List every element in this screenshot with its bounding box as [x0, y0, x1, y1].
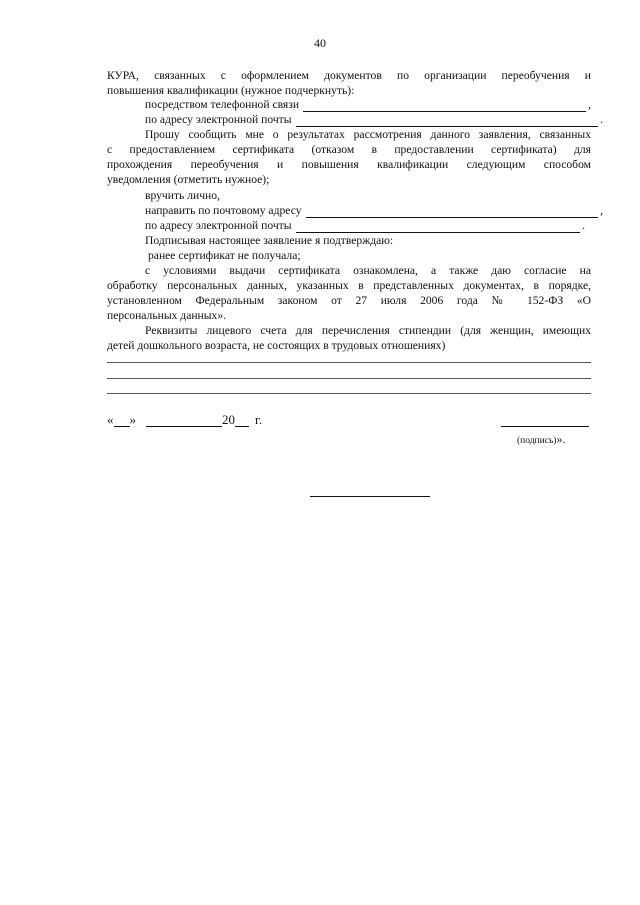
date-open-quote: «: [107, 412, 114, 427]
phone-contact-label: посредством телефонной связи: [145, 98, 300, 111]
paragraph-1-line-1: КУРА, связанных с оформлением документов по организации переобучения и: [107, 69, 591, 82]
notify-in-person-option[interactable]: вручить лично,: [145, 189, 220, 202]
notify-email-line-end: .: [582, 219, 585, 232]
bank-details-fill-line-2[interactable]: [107, 378, 591, 379]
year-blank[interactable]: [235, 413, 249, 427]
paragraph-2-line-3: прохождения переобучения и повышения квалификации следующим способом: [107, 158, 591, 171]
day-blank[interactable]: [114, 413, 130, 427]
confirmation-item-2-line-3: установленном Федеральным законом от 27 июля 2006 года № 152-ФЗ «О: [107, 294, 591, 307]
year-suffix: г.: [255, 412, 263, 427]
postal-line-end: ,: [600, 204, 603, 217]
paragraph-2-line-4: уведомления (отметить нужное);: [107, 173, 270, 186]
phone-line-end: ,: [588, 98, 591, 111]
confirmation-item-2-line-4: персональных данных».: [107, 309, 227, 322]
notify-postal-option[interactable]: [145, 204, 603, 218]
paragraph-2-line-2: с предоставлением сертификата (отказом в предоставлении сертификата) для: [107, 143, 591, 156]
notify-email-fill-line: [296, 221, 581, 233]
paragraph-2-line-1: Прошу сообщить мне о результатах рассмотрения данного заявления, связанных: [145, 128, 591, 141]
email-contact-label: по адресу электронной почты: [145, 113, 292, 126]
bank-details-fill-line-3[interactable]: [107, 393, 591, 394]
page-number: 40: [314, 36, 326, 50]
date-field[interactable]: [107, 413, 262, 427]
email-fill-line: [296, 115, 599, 127]
notify-email-option[interactable]: [145, 219, 585, 233]
notify-email-label: по адресу электронной почты: [145, 219, 292, 232]
signature-caption: [517, 432, 565, 448]
confirmation-item-1: ранее сертификат не получала;: [148, 249, 301, 262]
signature-line[interactable]: [501, 426, 589, 427]
confirmation-item-2-line-1: с условиями выдачи сертификата ознакомлена, а также даю согласие на: [145, 264, 591, 277]
confirmation-item-2-line-2: обработку персональных данных, указанных в представленных документах, в порядке,: [107, 279, 591, 292]
month-blank[interactable]: [146, 413, 222, 427]
date-close-quote: »: [129, 412, 136, 427]
paragraph-1-line-2: повышения квалификации (нужное подчеркнуть):: [107, 84, 355, 97]
document-end-line: [310, 496, 430, 497]
year-prefix: 20: [222, 412, 235, 427]
postal-fill-line: [306, 206, 599, 218]
confirmation-intro: Подписывая настоящее заявление я подтверждаю:: [145, 234, 394, 247]
phone-fill-line: [303, 100, 586, 112]
signature-caption-text: (подпись): [517, 436, 557, 446]
phone-contact-option[interactable]: [145, 98, 591, 112]
email-contact-option[interactable]: [145, 113, 603, 127]
closing-mark: ».: [556, 432, 566, 446]
bank-details-fill-line-1[interactable]: [107, 362, 591, 363]
email-line-end: .: [600, 113, 603, 126]
bank-details-line-1: Реквизиты лицевого счета для перечисления стипендии (для женщин, имеющих: [145, 324, 591, 337]
bank-details-line-2: детей дошкольного возраста, не состоящих в трудовых отношениях): [107, 339, 446, 352]
postal-label: направить по почтовому адресу: [145, 204, 302, 217]
